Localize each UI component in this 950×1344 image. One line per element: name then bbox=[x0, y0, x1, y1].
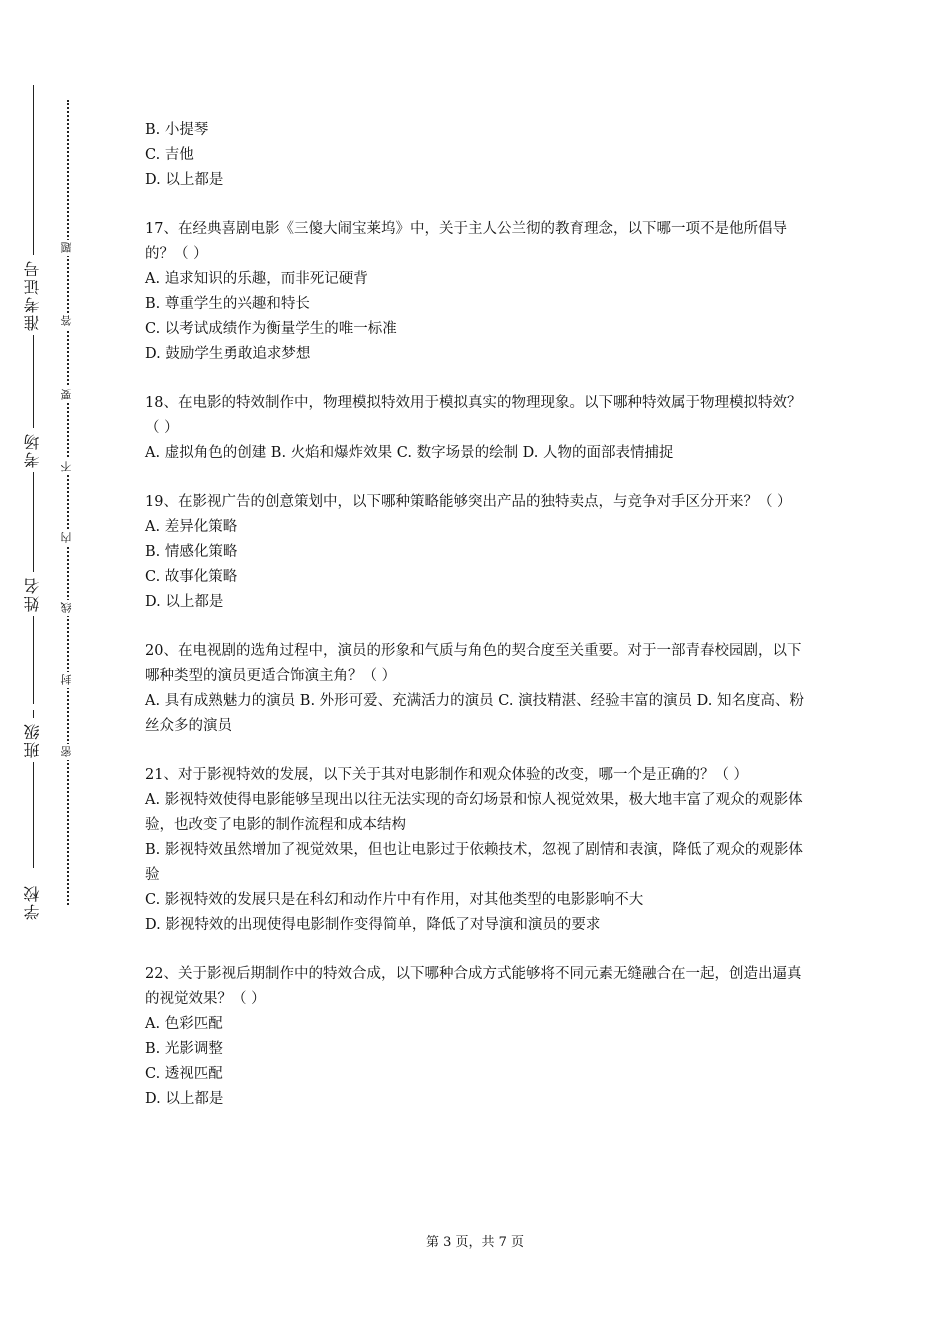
option: C. 故事化策略 bbox=[145, 569, 238, 585]
seal-char: 不 bbox=[59, 459, 75, 475]
question-18 bbox=[145, 391, 815, 466]
option: A. 影视特效使得电影能够呈现出以往无法实现的奇幻场景和惊人视觉效果，极大地丰富了观众的观影体验，也改变了电影的制作流程和成本结构 bbox=[145, 792, 803, 833]
exam-room-field bbox=[22, 345, 44, 554]
option: B. 小提琴 bbox=[145, 122, 209, 138]
question-stem: 18、在电影的特效制作中，物理模拟特效用于模拟真实的物理现象。以下哪种特效属于物理模拟特效？（ ） bbox=[145, 395, 802, 436]
option: C. 以考试成绩作为衡量学生的唯一标准 bbox=[145, 321, 397, 337]
option: B. 情感化策略 bbox=[145, 544, 238, 560]
option: C. 影视特效的发展只是在科幻和动作片中有作用，对其他类型的电影影响不大 bbox=[145, 892, 644, 908]
seal-char: 答 bbox=[59, 313, 75, 329]
option: B. 影视特效虽然增加了视觉效果，但也让电影过于依赖技术，忽视了剧情和表演，降低了观众的观影体验 bbox=[145, 842, 803, 883]
option: A. 追求知识的乐趣，而非死记硬背 bbox=[145, 271, 368, 287]
option: D. 鼓励学生勇敢追求梦想 bbox=[145, 346, 311, 362]
question-17 bbox=[145, 217, 815, 367]
seal-char: 题 bbox=[59, 240, 75, 256]
seal-char: 内 bbox=[59, 530, 75, 546]
option: A. 差异化策略 bbox=[145, 519, 238, 535]
option: A. 具有成熟魅力的演员 B. 外形可爱、充满活力的演员 C. 演技精湛、经验丰富的演员 D. 知名度高、粉丝众多的演员 bbox=[145, 693, 805, 734]
binding-margin bbox=[0, 0, 120, 1344]
seal-dotted-line bbox=[67, 100, 69, 905]
name-field bbox=[22, 550, 44, 704]
option: C. 透视匹配 bbox=[145, 1066, 223, 1082]
option: C. 吉他 bbox=[145, 147, 194, 163]
option: B. 光影调整 bbox=[145, 1041, 223, 1057]
option: D. 以上都是 bbox=[145, 1091, 224, 1107]
school-label: 学校 bbox=[23, 884, 42, 920]
exam-number-label: 准考证号 bbox=[23, 259, 42, 331]
question-stem: 19、在影视广告的创意策划中，以下哪种策略能够突出产品的独特卖点，与竞争对手区分开来？（ ） bbox=[145, 494, 792, 510]
option: D. 影视特效的出现使得电影制作变得简单，降低了对导演和演员的要求 bbox=[145, 917, 601, 933]
question-stem: 21、对于影视特效的发展，以下关于其对电影制作和观众体验的改变，哪一个是正确的？（ ） bbox=[145, 767, 749, 783]
class-field bbox=[22, 710, 44, 868]
exam-room-label: 考场 bbox=[23, 432, 42, 468]
question-21 bbox=[145, 763, 815, 938]
question-22 bbox=[145, 962, 815, 1112]
seal-char: 要 bbox=[59, 387, 75, 403]
option: B. 尊重学生的兴趣和特长 bbox=[145, 296, 310, 312]
option: D. 以上都是 bbox=[145, 172, 224, 188]
page-footer bbox=[0, 1231, 950, 1250]
option: A. 虚拟角色的创建 B. 火焰和爆炸效果 C. 数字场景的绘制 D. 人物的面部表情捕捉 bbox=[145, 445, 674, 461]
question-content bbox=[145, 118, 815, 1136]
question-stem: 17、在经典喜剧电影《三傻大闹宝莱坞》中，关于主人公兰彻的教育理念，以下哪一项不是他所倡导的？（ ） bbox=[145, 221, 787, 262]
seal-char: 密 bbox=[59, 744, 75, 760]
continued-options bbox=[145, 118, 815, 193]
school-field bbox=[22, 880, 44, 924]
class-label: 班级 bbox=[23, 722, 42, 758]
question-stem: 20、在电视剧的选角过程中，演员的形象和气质与角色的契合度至关重要。对于一部青春校园剧，以下哪种类型的演员更适合饰演主角？（ ） bbox=[145, 643, 802, 684]
option: D. 以上都是 bbox=[145, 594, 224, 610]
question-19 bbox=[145, 490, 815, 615]
seal-char: 线 bbox=[59, 600, 75, 616]
name-label: 姓名 bbox=[23, 576, 42, 612]
option: A. 色彩匹配 bbox=[145, 1016, 223, 1032]
question-20 bbox=[145, 639, 815, 739]
page-number: 第 3 页，共 7 页 bbox=[425, 1235, 525, 1250]
question-stem: 22、关于影视后期制作中的特效合成，以下哪种合成方式能够将不同元素无缝融合在一起，创造出逼真的视觉效果？（ ） bbox=[145, 966, 802, 1007]
seal-char: 封 bbox=[59, 672, 75, 688]
